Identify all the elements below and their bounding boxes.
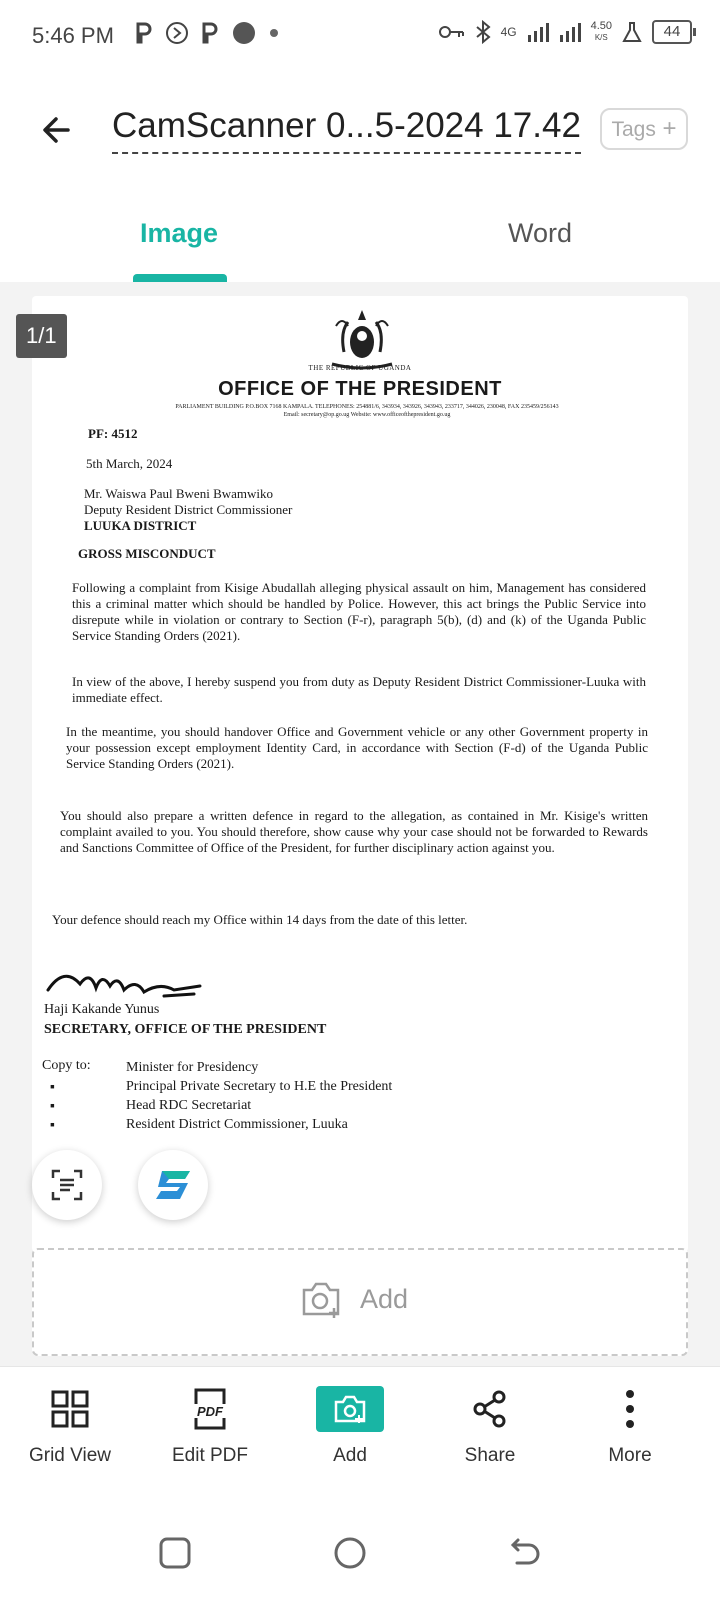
share-icon [472,1390,508,1428]
letter-paragraph: Following a complaint from Kisige Abudallah alleging physical assault on him, Management has considered this a criminal matter which should be handled by Police. However, this act brings the Public Service into disrepute while in violation or contrary to Section (F-r), paragraph 5(b), (d) and (k) of the Uganda Public Service Standing Orders (2021). [72,580,646,643]
scanned-letter [32,296,688,1252]
bottom-toolbar [0,1366,720,1495]
more-button[interactable]: More [570,1379,690,1467]
copy-to-bullets: ▪ ▪ ▪ [50,1080,55,1133]
document-page[interactable] [32,296,688,1252]
document-title[interactable]: CamScanner 0...5-2024 17.42 [112,106,581,154]
system-icons [439,20,692,44]
signer-title: SECRETARY, OFFICE OF THE PRESIDENT [44,1022,327,1037]
add-area-label: Add [360,1283,409,1314]
signal-icon-2 [559,21,581,43]
parking-app-icon [135,22,153,44]
back-nav-icon[interactable] [508,1536,542,1570]
dot-app-icon [231,20,257,46]
handwritten-signature [44,960,214,1004]
bluetooth-icon [475,20,491,44]
back-arrow-icon[interactable] [36,108,80,152]
status-bar [0,0,720,72]
camscanner-logo-icon [152,1167,194,1203]
system-nav-bar [0,1494,720,1612]
letter-paragraph: In view of the above, I hereby suspend you from duty as Deputy Resident District Commissioner-Luuka with immediate effect. [72,674,646,705]
letter-subject: GROSS MISCONDUCT [78,546,216,561]
grid-view-button[interactable]: Grid View [10,1379,130,1467]
scanner-app-button[interactable] [138,1150,208,1220]
add-button[interactable]: Add [290,1379,410,1467]
more-vertical-icon [624,1389,636,1429]
copy-to-list [126,1058,392,1134]
network-speed: 4.50 K/S [590,20,612,42]
copy-to-label: Copy to: [42,1058,91,1073]
ocr-button[interactable] [32,1150,102,1220]
parking-app-icon-2 [201,22,219,44]
letterhead-address: PARLIAMENT BUILDING P.O.BOX 7168 KAMPALA. TELEPHONES: 254881/6, 343934, 343926, 343943, 233717, 344026, 230048, FAX 235459/256143 Email: secretary@op.go.ug Website: www.officeofthepresident.go.ug [175,404,559,418]
view-tabs [0,190,720,282]
letter-paragraph: Your defence should reach my Office within 14 days from the date of this letter. [52,912,468,927]
office-heading: OFFICE OF THE PRESIDENT [218,378,502,400]
add-page-area[interactable] [32,1248,688,1356]
letter-paragraph: In the meantime, you should handover Office and Government vehicle or any other Government property in your possession except employment Identity Card, in accordance with Section (F-d) of the Uganda Public Service Standing Orders (2021). [66,724,648,771]
uganda-coat-of-arms-icon [322,306,402,372]
recipient-block: Mr. Waiswa Paul Bweni Bwamwiko Deputy Resident District Commissioner LUUKA DISTRICT [84,486,293,533]
page-counter: 1/1 [16,314,67,358]
share-button[interactable]: Share [430,1379,550,1467]
plus-icon: + [655,115,677,142]
signal-icon [527,21,549,43]
home-icon[interactable] [333,1536,367,1570]
list-item: Head RDC Secretariat [126,1098,252,1113]
svg-text:PDF: PDF [197,1404,223,1419]
text-recognition-icon [49,1167,85,1203]
pf-number: PF: 4512 [88,426,138,441]
edit-pdf-button[interactable]: PDF Edit PDF [150,1379,270,1467]
recent-apps-icon[interactable] [158,1536,192,1570]
add-photo-icon [300,1280,342,1318]
content-area [0,282,720,1406]
vpn-key-icon [439,24,465,40]
flask-icon [622,21,642,43]
signer-name: Haji Kakande Yunus [44,1002,160,1017]
pdf-icon [190,1388,230,1430]
letter-date: 5th March, 2024 [86,456,173,471]
camera-add-icon [333,1395,367,1423]
tab-word[interactable]: Word [508,218,573,248]
republic-heading: THE REPUBLIC OF UGANDA [308,364,412,372]
network-type: 4G [500,25,517,39]
list-item: Minister for Presidency [126,1060,259,1075]
tab-image[interactable]: Image [140,218,219,248]
clock-app-icon [165,21,189,45]
letter-paragraph: You should also prepare a written defence in regard to the allegation, as contained in Mr. Kisige's written complaint availed to you. You should therefore, show cause why your case should not be forwarded to Rewards and Sanctions Committee of Office of the President, for further disciplinary action against you. [60,808,648,855]
battery-indicator: 44 [652,20,692,44]
list-item: Resident District Commissioner, Luuka [126,1117,348,1132]
grid-icon [51,1390,89,1428]
app-header [0,72,720,190]
status-time: 5:46 PM [32,23,114,48]
tags-button[interactable]: Tags + [600,108,688,150]
tab-active-indicator [133,274,227,282]
list-item: Principal Private Secretary to H.E the President [126,1079,393,1094]
notification-icons [135,20,279,46]
more-notifications-icon [269,28,279,38]
